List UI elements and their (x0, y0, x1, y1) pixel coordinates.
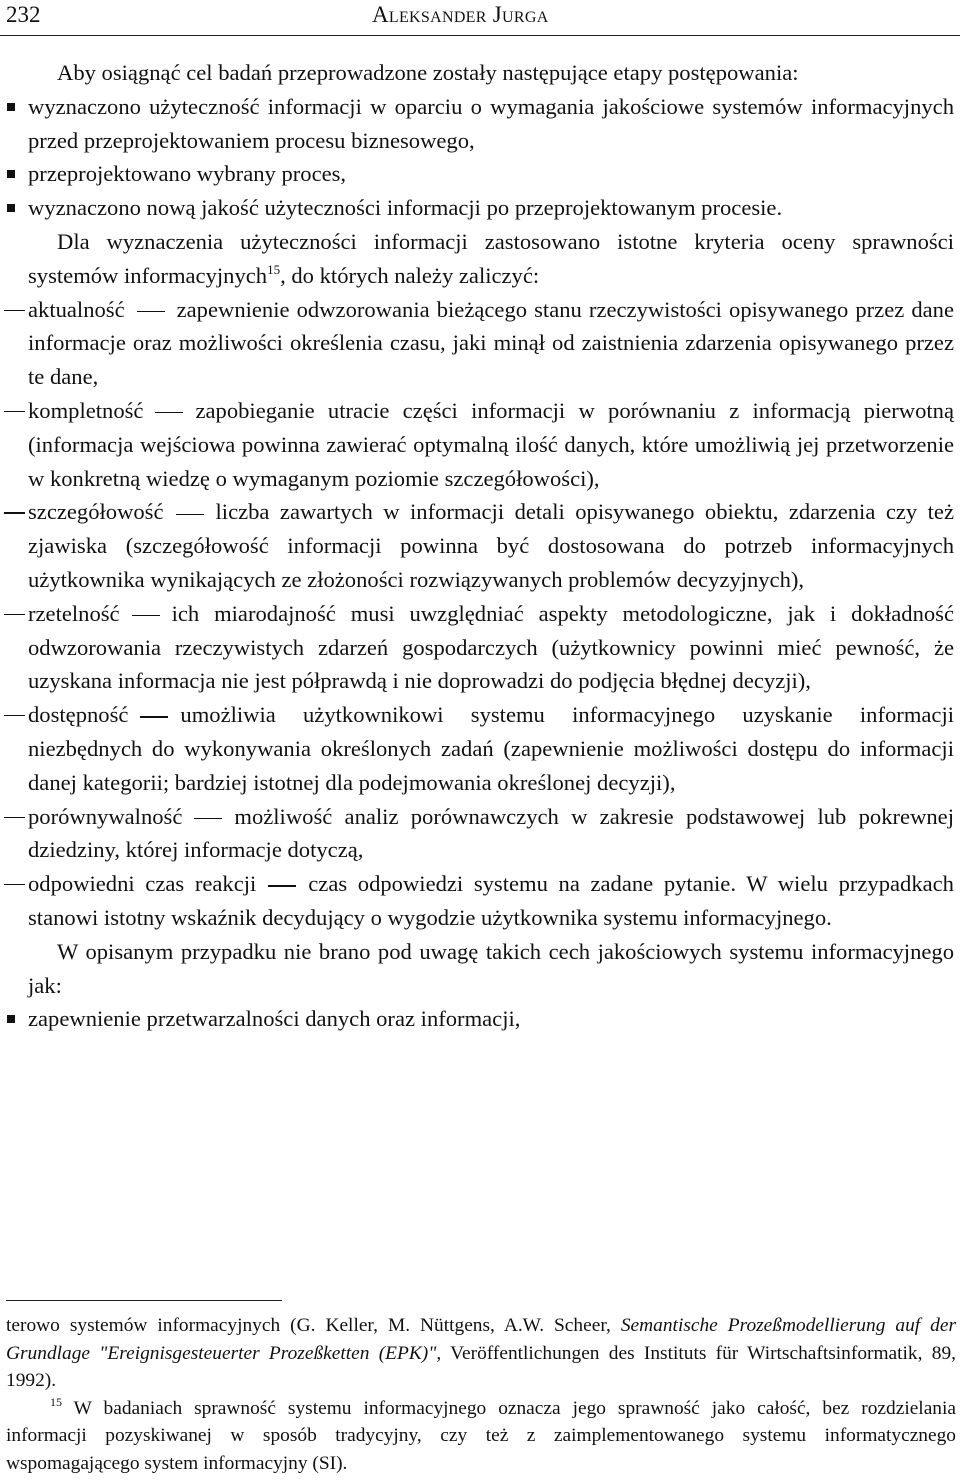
outro-paragraph: W opisanym przypadku nie brano pod uwagę takich cech jakościowych systemu informacyjnego jak: (28, 938, 954, 998)
criterion-item (28, 597, 954, 698)
criterion-item (28, 800, 954, 868)
criterion-item (28, 698, 954, 799)
criterion-item (28, 293, 954, 394)
criterion-term: aktualność (28, 296, 125, 322)
criterion-description: możliwość analiz porównawczych w zakresie podstawowej lub pokrewnej dziedziny, której informacje dotyczą, (28, 803, 954, 863)
footnote-rule (6, 1300, 282, 1301)
intro-paragraph: Aby osiągnąć cel badań przeprowadzone zostały następujące etapy postępowania: (57, 60, 799, 85)
dash-separator (194, 818, 222, 819)
criterion-term: dostępność (28, 702, 129, 728)
criteria-intro-paragraph (28, 225, 954, 293)
dash-separator (137, 311, 165, 312)
footnote-text: W badaniach sprawność systemu informacyjnego oznacza jego sprawność jako całość, bez rozdzielania informacji pozyskiwanej w sposób tradycyjny, czy też z zaimplementowanego systemu informatycznego wspomagającego system informacyjny (SI). (6, 1397, 956, 1474)
main-text (28, 56, 954, 1036)
footnote-text: terowo systemów informacyjnych (G. Keller, M. Nüttgens, A.W. Scheer, (6, 1315, 621, 1336)
footnote-continued (6, 1312, 956, 1395)
page-number: 232 (6, 2, 41, 27)
criterion-term: kompletność (28, 397, 144, 423)
dash-separator (140, 716, 168, 717)
step-item: wyznaczono nową jakość użyteczności informacji po przeprojektowanym procesie. (28, 191, 954, 225)
step-item: wyznaczono użyteczność informacji w oparciu o wymagania jakościowe systemów informacyjnych przed przeprojektowaniem procesu biznesowego, (28, 90, 954, 158)
footnote-number: 15 (50, 1394, 62, 1409)
criterion-description: umożliwia użytkownikowi systemu informacyjnego uzyskanie informacji niezbędnych do wykonywania określonych zadań (zapewnienie możliwości dostępu do informacji danej kategorii; bardziej istotnej dla podejmowania określonej decyzji), (28, 702, 954, 795)
criterion-item (28, 867, 954, 935)
criterion-item (28, 495, 954, 596)
dash-separator (132, 615, 160, 616)
footnotes (6, 1312, 956, 1478)
dash-separator (155, 412, 183, 413)
step-item: przeprojektowano wybrany proces, (28, 157, 954, 191)
criterion-item (28, 394, 954, 495)
criteria-intro-tail: , do których należy zaliczyć: (280, 262, 540, 288)
criterion-description: czas odpowiedzi systemu na zadane pytanie. W wielu przypadkach stanowi istotny wskaźnik decydujący o wygodzie użytkownika systemu informacyjnego. (28, 871, 954, 930)
criterion-term: szczegółowość (28, 499, 164, 525)
criterion-term: porównywalność (28, 803, 183, 829)
footnote-text: , Veröffentlichungen des Instituts für Wirtschaftsinformatik, 89, 1992). (6, 1342, 956, 1392)
footnote-ref-15: 15 (267, 261, 281, 277)
running-title: Aleksander Jurga (372, 2, 549, 27)
criterion-description: zapewnienie odwzorowania bieżącego stanu rzeczywistości opisywanego przez dane informacje oraz możliwości określenia czasu, jaki minął od zaistnienia zdarzenia opisywanego przez te dane, (28, 296, 954, 390)
header-rule (0, 35, 960, 36)
criterion-description: zapobieganie utracie części informacji w porównaniu z informacją pierwotną (informacja wejściowa powinna zawierać optymalną ilość danych, które umożliwią jej przetworzenie w konkretną wiedzę o wymaganym poziomie szczegółowości), (28, 397, 954, 491)
cited-title: Semantische Prozeßmodellierung auf der Grundlage "Ereignisgesteuerter Prozeßketten (EPK)" (6, 1315, 956, 1364)
page-header (0, 0, 960, 30)
criterion-term: odpowiedni czas reakcji (28, 871, 257, 897)
criterion-description: liczba zawartych w informacji detali opisywanego obiektu, zdarzenia czy też zjawiska (szczegółowość informacji powinna być dostosowana do potrzeb informacyjnych użytkownika wynikających ze złożoności rozwiązywanych problemów decyzyjnych), (28, 499, 954, 592)
criteria-intro-text: Dla wyznaczenia użyteczności informacji zastosowano istotne kryteria oceny sprawności systemów informacyjnych (28, 228, 954, 288)
criterion-term: rzetelność (28, 600, 120, 626)
dash-separator (176, 514, 204, 515)
footnote-15 (6, 1395, 956, 1478)
dash-separator (268, 885, 296, 886)
criterion-description: ich miarodajność musi uwzględniać aspekty metodologiczne, jak i dokładność odwzorowania rzeczywistych zdarzeń gospodarczych (użytkownicy powinni mieć pewność, że uzyskana informacja nie jest półprawdą i nie doprowadzi do podjęcia błędnej decyzji), (28, 600, 954, 694)
outro-item: zapewnienie przetwarzalności danych oraz informacji, (28, 1002, 954, 1036)
